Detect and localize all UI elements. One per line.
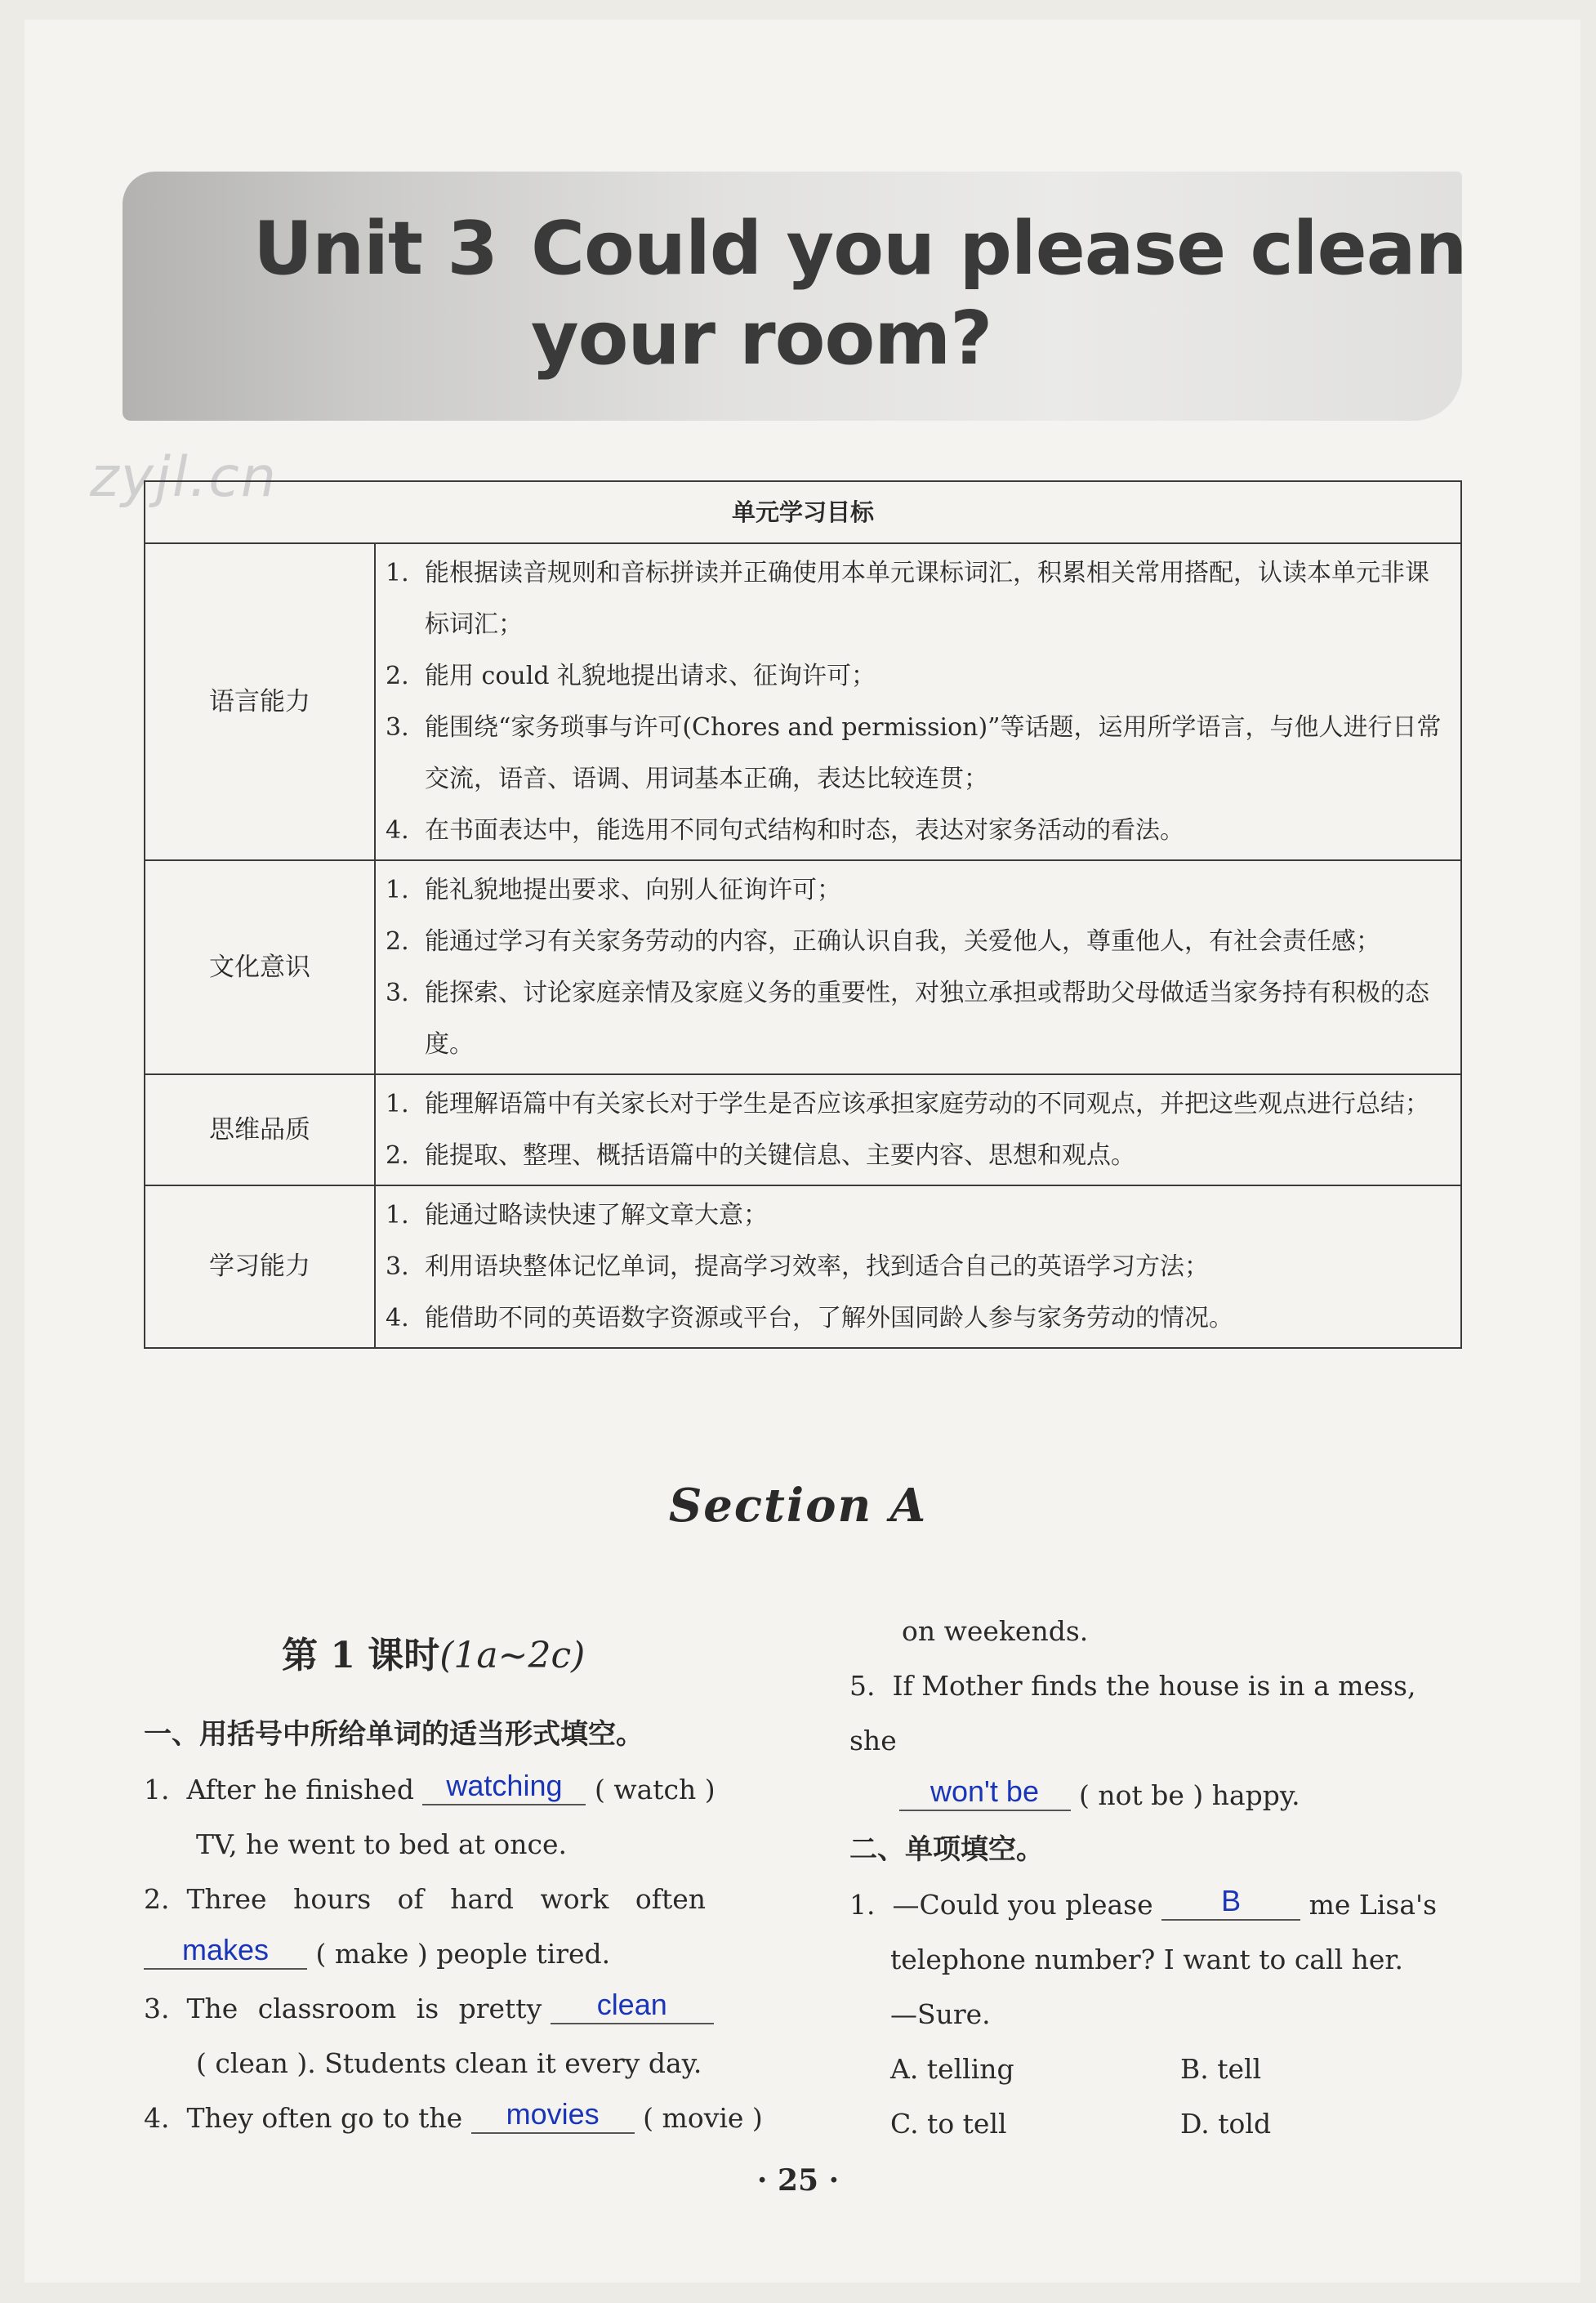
- exercise-4: 4. They often go to the movies ( movie ): [144, 2097, 763, 2134]
- goal-item: 3. 能围绕“家务琐事与许可(Chores and permission)”等话题，运用所学语言，与他人进行日常交流，语音、语调、用词基本正确，表达比较连贯；: [386, 713, 1442, 793]
- goal-item: 2. 能通过学习有关家务劳动的内容，正确认识自我，关爱他人，尊重他人，有社会责任感；: [386, 927, 1380, 956]
- goals-category: 思维品质: [145, 1074, 375, 1185]
- option-c[interactable]: C. to tell: [890, 2108, 1007, 2140]
- part2-heading: 二、单项填空。: [849, 1833, 1044, 1866]
- choice-question-1: 1. —Could you please B me Lisa's telephone number? I want to call her. —Sure. A. telling B. tell C. to tell D. told: [849, 1877, 1470, 2151]
- answer-blank[interactable]: clean: [551, 1987, 714, 2024]
- goals-row-language: [145, 543, 1461, 860]
- exercise-1: 1. After he finished watching ( watch ) TV, he went to bed at once.: [144, 1769, 716, 1860]
- options-row: [849, 2096, 1470, 2151]
- answer-blank[interactable]: B: [1161, 1883, 1300, 1921]
- watermark: zyjl.cn: [90, 445, 278, 510]
- right-column: [849, 1604, 1470, 2151]
- goals-row-learning: [145, 1185, 1461, 1348]
- unit-number: Unit 3: [253, 206, 497, 292]
- answer-blank[interactable]: watching: [422, 1768, 586, 1805]
- answer-blank[interactable]: movies: [471, 2096, 635, 2134]
- exercise-2: 2. Three hours of hard work often makes ( make ) people tired.: [144, 1883, 707, 1970]
- unit-title: [253, 204, 1478, 384]
- section-heading: Section A: [668, 1479, 928, 1533]
- goals-row-thinking: [145, 1074, 1461, 1185]
- goal-item: 1. 能礼貌地提出要求、向别人征询许可；: [386, 876, 841, 904]
- goal-item: 3. 能探索、讨论家庭亲情及家庭义务的重要性，对独立承担或帮助父母做适当家务持有积极的态度。: [386, 979, 1429, 1059]
- goals-header: 单元学习目标: [145, 481, 1461, 543]
- page-number: · 25 ·: [756, 2163, 840, 2198]
- option-a[interactable]: A. telling: [890, 2053, 1014, 2085]
- title-line2: your room?: [531, 296, 992, 382]
- goal-item: 4. 在书面表达中，能选用不同句式结构和时态，表达对家务活动的看法。: [386, 816, 1184, 845]
- goal-item: 1. 能通过略读快速了解文章大意；: [386, 1201, 768, 1230]
- goals-category: 学习能力: [145, 1185, 375, 1348]
- goal-item: 4. 能借助不同的英语数字资源或平台，了解外国同龄人参与家务劳动的情况。: [386, 1304, 1233, 1332]
- exercise-5: 5. If Mother finds the house is in a mess, she won't be ( not be ) happy.: [849, 1670, 1416, 1811]
- option-b[interactable]: B. tell: [1180, 2053, 1262, 2085]
- goals-category: 语言能力: [145, 543, 375, 860]
- title-line1: Could you please clean: [531, 206, 1467, 292]
- goals-row-culture: [145, 860, 1461, 1074]
- goal-item: 2. 能提取、整理、概括语篇中的关键信息、主要内容、思想和观点。: [386, 1141, 1135, 1170]
- goal-item: 1. 能理解语篇中有关家长对于学生是否应该承担家庭劳动的不同观点，并把这些观点进行总结；: [386, 1090, 1429, 1118]
- lesson-title: 第 1 课时(1a~2c): [282, 1635, 586, 1676]
- exercise-3: 3. The classroom is pretty clean ( clean ). Students clean it every day.: [144, 1981, 765, 2091]
- goal-item: 2. 能用 could 礼貌地提出请求、征询许可；: [386, 662, 876, 690]
- options-row: [849, 2042, 1470, 2096]
- option-d[interactable]: D. told: [1180, 2108, 1272, 2140]
- exercise-4-continued: on weekends.: [902, 1615, 1089, 1647]
- left-column: [144, 1707, 765, 2145]
- goals-category: 文化意识: [145, 860, 375, 1074]
- answer-blank[interactable]: won't be: [899, 1774, 1071, 1811]
- goal-item: 1. 能根据读音规则和音标拼读并正确使用本单元课标词汇，积累相关常用搭配，认读本单元非课标词汇；: [386, 559, 1429, 639]
- part1-heading: 一、用括号中所给单词的适当形式填空。: [144, 1718, 644, 1751]
- goal-item: 3. 利用语块整体记忆单词，提高学习效率，找到适合自己的英语学习方法；: [386, 1252, 1209, 1281]
- answer-blank[interactable]: makes: [144, 1932, 307, 1970]
- learning-goals-table: [144, 480, 1462, 1349]
